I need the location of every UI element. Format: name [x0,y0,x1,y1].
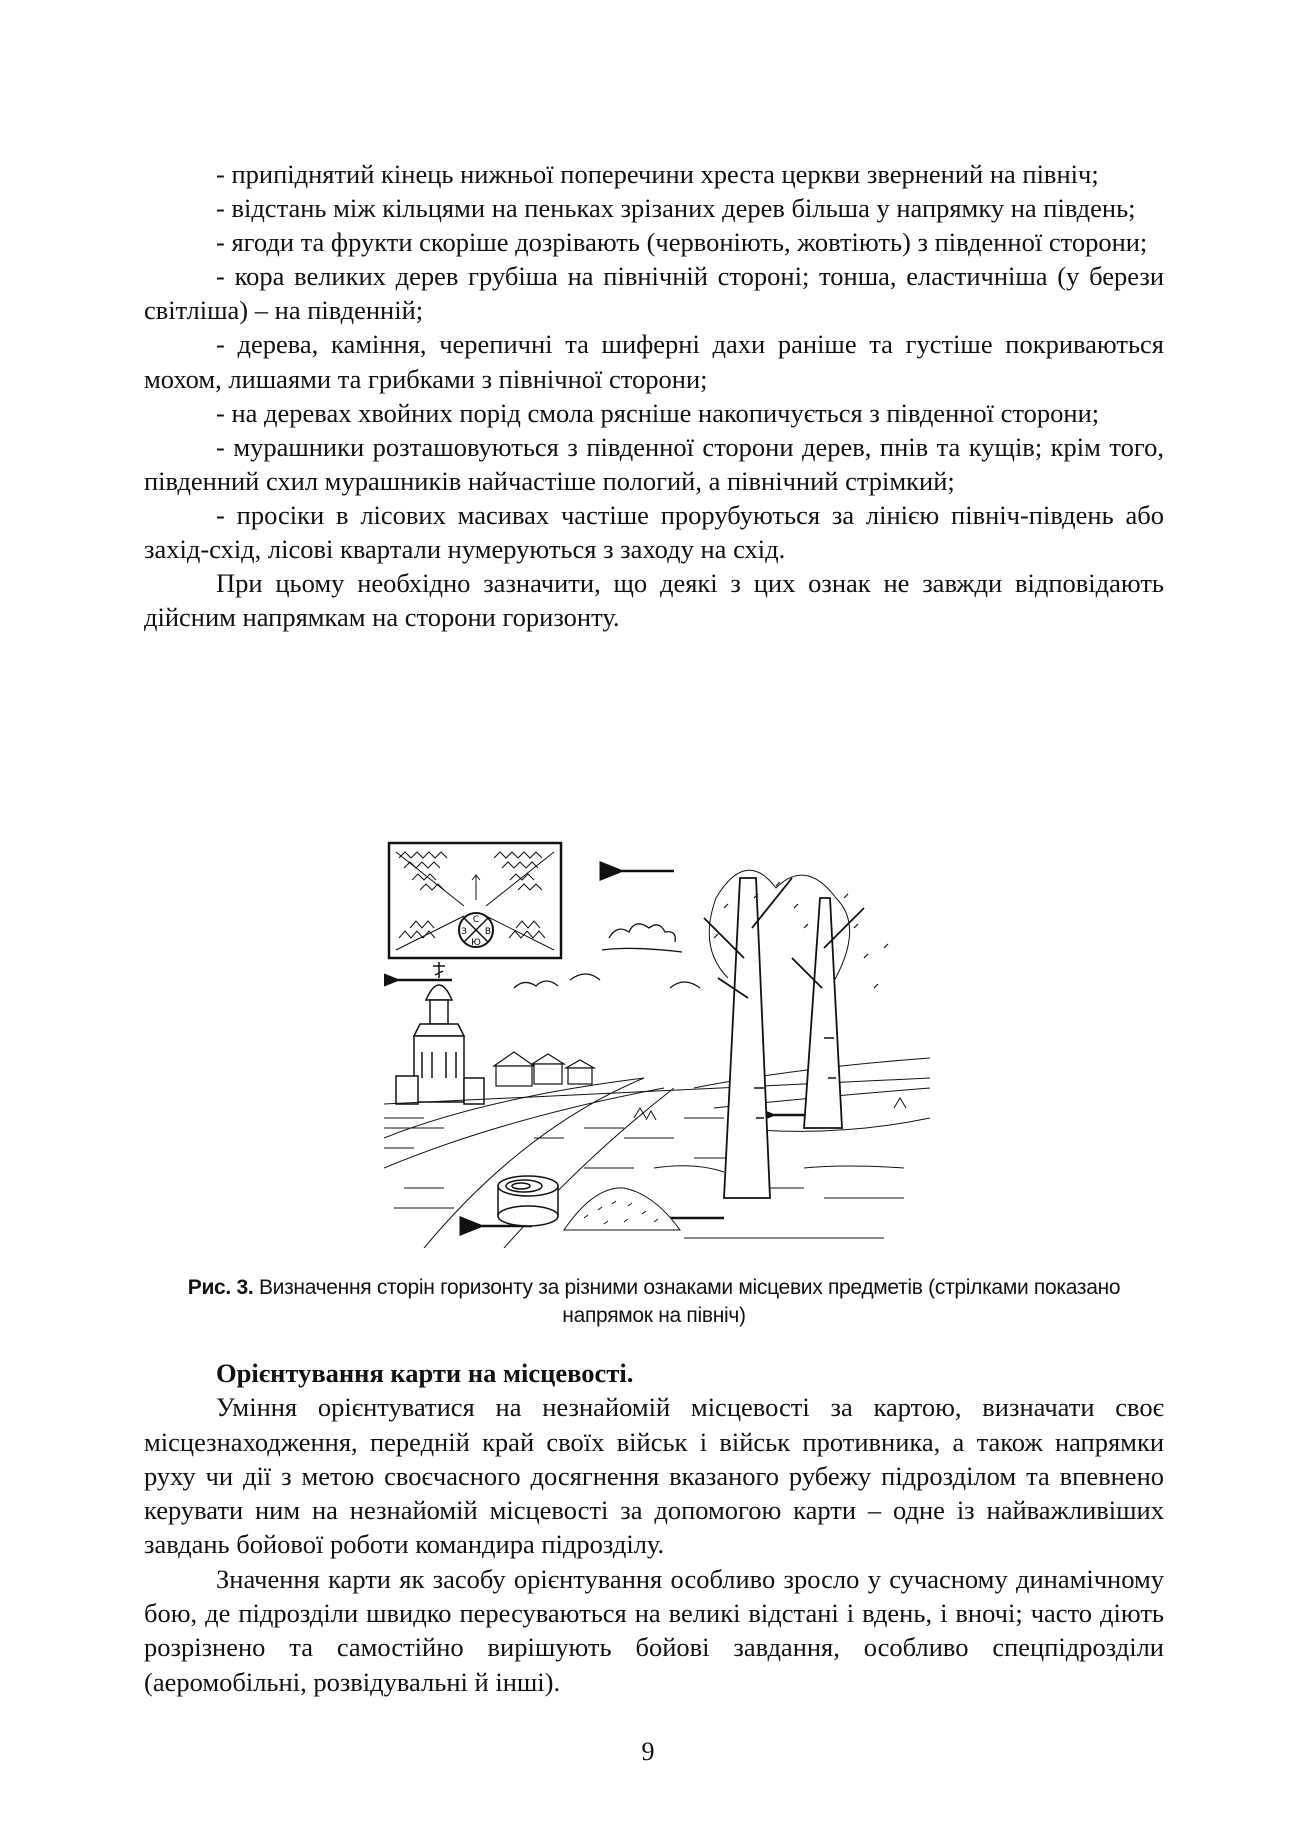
list-item: - мурашники розташовуються з південної сторони дерев, пнів та кущів; крім того, південний схил мурашників найчастіше пологий, а північний стрімкий; [144,431,1164,496]
figure-label: Рис. 3. [187,1276,254,1299]
forest-clearing-inset [389,843,561,958]
landscape-illustration [384,838,930,1248]
list-item: - припіднятий кінець нижньої поперечини хреста церкви звернений на північ; [216,159,1099,189]
compass-west-label: З [461,927,467,937]
note-paragraph: При цьому необхідно зазначити, що деякі з цих ознак не завжди відповідають дійсним напрямкам на сторони горизонту. [144,568,1164,633]
list-item: - кора великих дерев грубіша на північній стороні; тонша, еластичніша (у берези світліша) – на південній; [144,261,1164,326]
compass-north-label: С [472,915,480,925]
caption-text: Визначення сторін горизонту за різними ознаками місцевих предметів (стрілками показано напрямок на північ) [253,1276,1121,1327]
map-orientation-section [144,1356,1164,1699]
section-paragraph: Значення карти як засобу орієнтування особливо зросло у сучасному динамічному бою, де підрозділи швидко пересуваються на великі відстані і вдень, і вночі; часто діють розрізнено та самостійно вирішують бойові завдання, особливо спецпідрозділи (аеромобільні, розвідувальні й інші). [144,1563,1164,1697]
tree-stump [498,1176,558,1226]
list-item: - на деревах хвойних порід смола рясніше накопичується з південної сторони; [216,397,1100,428]
orientation-signs-list [144,157,1164,634]
figure-caption [144,1274,1164,1330]
list-item: - просіки в лісових масивах частіше прорубуються за лінією північ-південь або захід-схід, лісові квартали нумеруються з заходу на схід. [144,499,1164,565]
section-paragraph: Уміння орієнтуватися на незнайомій місцевості за картою, визначати своє місцезнаходження, передній край своїх військ і військ противника, а також напрямки руху чи дії з метою своєчасного досягнення вказаного рубежу підрозділом та впевнено керувати ним на незнайомій місцевості за допомогою карти – одне із найважливіших завдань бойової роботи командира підрозділу. [144,1392,1164,1560]
page-number: 9 [641,1737,655,1766]
list-item: - дерева, каміння, черепичні та шиферні дахи раніше та густіше покриваються мохом, лишаями та грибками з північної сторони; [144,329,1164,394]
compass-south-label: Ю [471,938,481,948]
section-heading: Орієнтування карти на місцевості. [216,1358,634,1388]
list-item: - ягоди та фрукти скоріше дозрівають (червоніють, жовтіють) з південної сторони; [216,227,1148,258]
compass-east-label: В [484,927,492,937]
list-item: - відстань між кільцями на пеньках зрізаних дерев більша у напрямку на південь; [216,193,1136,224]
